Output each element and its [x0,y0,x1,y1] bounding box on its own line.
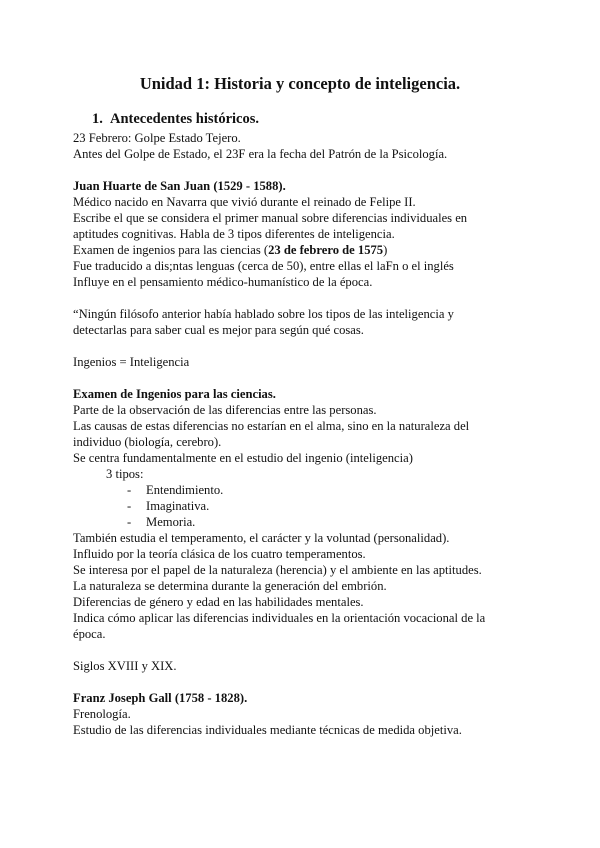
paragraph-line: Frenología. [73,707,131,721]
gall-heading [73,690,543,706]
huarte-heading-end: . [282,179,286,193]
paragraph-line: La naturaleza se determina durante la generación del embrión. [73,579,387,593]
section-number: 1. [92,111,103,127]
paragraph-line: También estudia el temperamento, el carácter y la voluntad (personalidad). [73,531,450,545]
gall-heading-end: . [244,691,248,705]
huarte-dates: (1529 - 1588) [213,179,283,193]
examen-heading [73,386,543,402]
page-title: Unidad 1: Historia y concepto de inteligencia. [139,74,461,93]
paragraph-line: Fue traducido a dis;ntas lenguas (cerca de 50), entre ellas el laFn o el inglés [73,259,454,273]
paragraph-line: Diferencias de género y edad en las habilidades mentales. [73,595,364,609]
list-item [73,482,543,498]
list-item-text: Entendimiento. [146,483,224,497]
bullet-dash: - [127,499,132,513]
paragraph-line: Estudio de las diferencias individuales mediante técnicas de medida objetiva. [73,723,462,737]
blank-line [73,162,543,178]
list-item-text: Imaginativa. [146,499,210,513]
section-heading [92,109,259,129]
list-item [73,498,543,514]
paragraph-line: 23 Febrero: Golpe Estado Tejero. [73,131,241,145]
list-item [73,514,543,530]
blank-line [73,290,543,306]
section-heading-text: Antecedentes históricos. [110,111,260,127]
siglos-line: Siglos XVIII y XIX. [73,659,177,673]
tipos-label: 3 tipos: [106,467,144,481]
examen-heading-text: Examen de Ingenios para las ciencias. [73,387,276,401]
paragraph-line: individuo (biología, cerebro). [73,435,222,449]
quote-line: “Ningún filósofo anterior había hablado sobre los tipos de las inteligencia y [73,307,454,321]
paragraph-line: Se interesa por el papel de la naturaleza (herencia) y el ambiente en las aptitudes. [73,563,482,577]
paragraph-line: Influido por la teoría clásica de los cuatro temperamentos. [73,547,366,561]
paragraph-line: Médico nacido en Navarra que vivió durante el reinado de Felipe II. [73,195,416,209]
paragraph-line: Las causas de estas diferencias no estarían en el alma, sino en la naturaleza del [73,419,470,433]
document-body [73,130,543,738]
paragraph-line: Escribe el que se considera el primer manual sobre diferencias individuales en [73,211,468,225]
paragraph-line: Parte de la observación de las diferencias entre las personas. [73,403,377,417]
blank-line [73,642,543,658]
gall-name: Franz Joseph Gall [73,691,172,705]
exam-suffix: ) [383,243,388,257]
exam-date: 23 de febrero de 1575 [268,243,384,257]
paragraph-line: Se centra fundamentalmente en el estudio del ingenio (inteligencia) [73,451,413,465]
blank-line [73,338,543,354]
paragraph-line: Indica cómo aplicar las diferencias individuales en la orientación vocacional de la [73,611,486,625]
quote-line: detectarlas para saber cual es mejor para según qué cosas. [73,323,364,337]
blank-line [73,674,543,690]
paragraph-line: época. [73,627,106,641]
exam-line [73,242,543,258]
bullet-dash: - [127,483,132,497]
list-item-text: Memoria. [146,515,196,529]
paragraph-line: Influye en el pensamiento médico-humanístico de la época. [73,275,373,289]
exam-prefix: Examen de ingenios para las ciencias ( [73,243,269,257]
huarte-heading [73,178,543,194]
paragraph-line: aptitudes cognitivas. Habla de 3 tipos diferentes de inteligencia. [73,227,395,241]
paragraph-line: Antes del Golpe de Estado, el 23F era la fecha del Patrón de la Psicología. [73,147,448,161]
blank-line [73,370,543,386]
ingenios-line: Ingenios = Inteligencia [73,355,190,369]
huarte-name: Juan Huarte de San Juan [73,179,211,193]
bullet-dash: - [127,515,132,529]
gall-dates: (1758 - 1828) [174,691,245,705]
